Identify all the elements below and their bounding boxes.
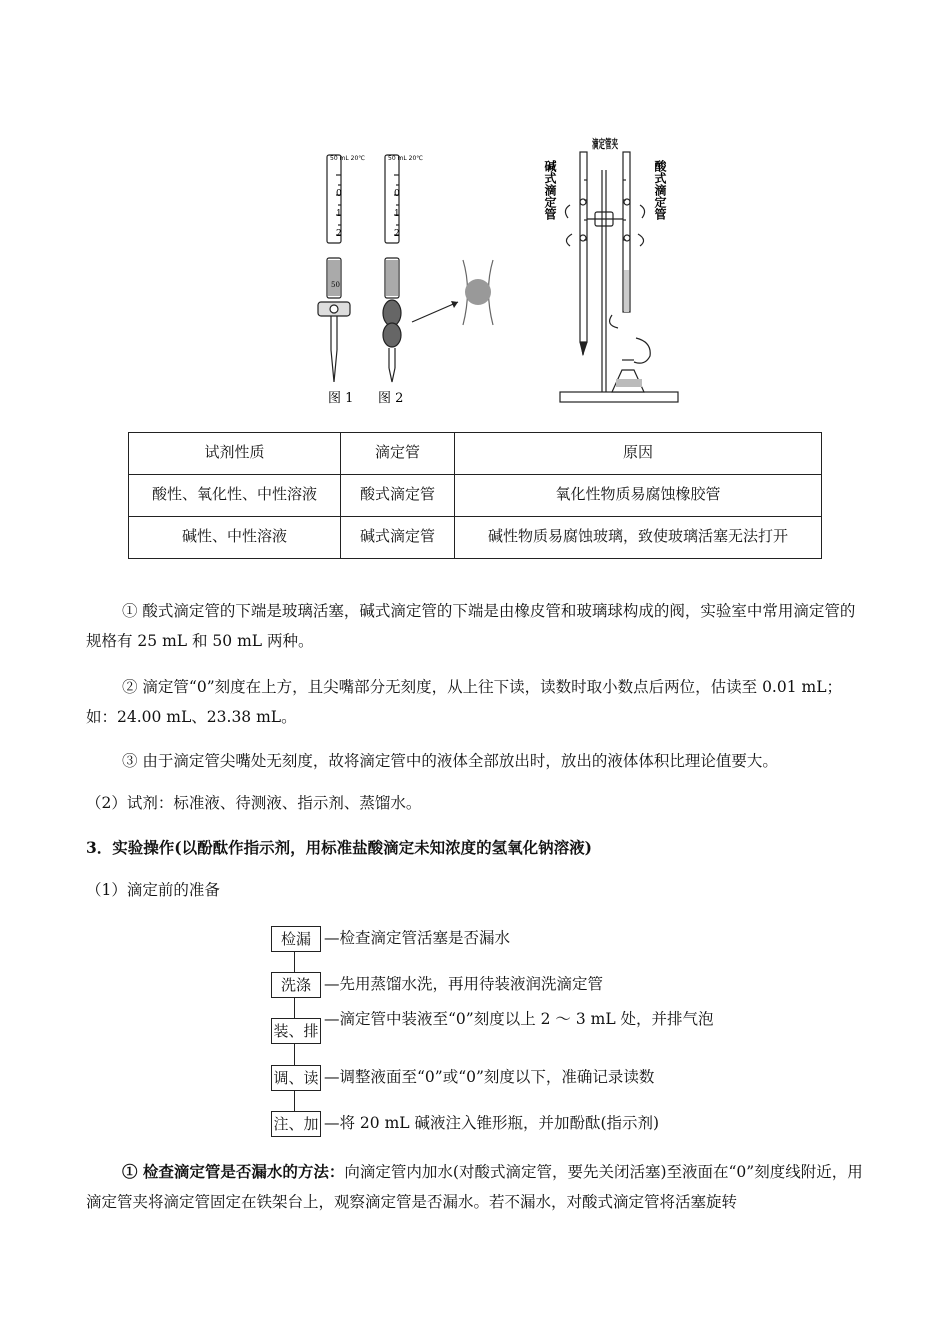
fig1-tick-2: 2 xyxy=(336,229,342,239)
fig2-tick-0: 0 xyxy=(394,189,400,199)
paragraph-preparation: （1）滴定前的准备 xyxy=(86,881,220,899)
paragraph-zero-mark: ② 滴定管“0”刻度在上方，且尖嘴部分无刻度，从上往下读，读数时取小数点后两位，估读至 0.01 mL；如：24.00 mL、23.38 mL。 xyxy=(86,678,842,726)
section-heading-3: 3．实验操作(以酚酞作指示剂，用标准盐酸滴定未知浓度的氢氧化钠溶液) xyxy=(86,838,592,857)
fig1-lower-tick: 50 xyxy=(331,281,340,289)
flow-step-label: 装、排 xyxy=(271,1018,321,1044)
reagent-table xyxy=(128,432,822,559)
table-header-cell: 试剂性质 xyxy=(129,433,341,475)
table-cell: 碱式滴定管 xyxy=(341,517,455,559)
fig2-tick-1: 1 xyxy=(394,209,400,219)
leak-check-heading: ① 检查滴定管是否漏水的方法： xyxy=(122,1162,345,1181)
flow-step-label: 注、加 xyxy=(271,1111,321,1137)
fig1-burette xyxy=(318,155,350,382)
table-header-cell: 原因 xyxy=(455,433,822,475)
fig2-caption: 图 2 xyxy=(378,391,404,406)
paragraph-burette-structure: ① 酸式滴定管的下端是玻璃活塞，碱式滴定管的下端是由橡皮管和玻璃球构成的阀，实验室中常用滴定管的规格有 25 mL 和 50 mL 两种。 xyxy=(86,602,856,650)
stand-clamp-label: 滴定管夹 xyxy=(592,137,641,151)
flow-step-text: —调整液面至“0”或“0”刻度以下，准确记录读数 xyxy=(324,1068,655,1086)
table-row xyxy=(129,517,822,559)
table-cell: 碱性、中性溶液 xyxy=(129,517,341,559)
glass-ball-detail xyxy=(463,260,493,325)
pointer-arrow xyxy=(412,302,458,322)
table-cell: 酸式滴定管 xyxy=(341,475,455,517)
flow-step-text: —检查滴定管活塞是否漏水 xyxy=(324,929,511,947)
flow-step-text: —将 20 mL 碱液注入锥形瓶，并加酚酞(指示剂) xyxy=(324,1114,660,1132)
fig1-tick-1: 1 xyxy=(336,209,342,219)
fig2-top-label: 50 mL 20℃ xyxy=(388,155,424,162)
paragraph-reagents: （2）试剂：标准液、待测液、指示剂、蒸馏水。 xyxy=(86,794,422,812)
leak-check-body: 向滴定管内加水(对酸式滴定管，要先关闭活塞)至液面在“0”刻度线附近，用滴定管夹将滴定管固定在铁架台上，观察滴定管是否漏水。若不漏水，对酸式滴定管将活塞旋转 xyxy=(86,1163,863,1211)
stand-left-label: 碱式滴定管 xyxy=(543,160,557,220)
flow-step-text: —滴定管中装液至“0”刻度以上 2 ～ 3 mL 处，并排气泡 xyxy=(324,1010,714,1028)
fig1-top-label: 50 mL 20℃ xyxy=(330,155,366,162)
table-cell: 氧化性物质易腐蚀橡胶管 xyxy=(455,475,822,517)
fig1-caption: 图 1 xyxy=(328,391,354,406)
table-header-row xyxy=(129,433,822,475)
table-cell: 碱性物质易腐蚀玻璃，致使玻璃活塞无法打开 xyxy=(455,517,822,559)
paragraph-leak-check xyxy=(86,1157,866,1217)
table-header-cell: 滴定管 xyxy=(341,433,455,475)
fig2-tick-2: 2 xyxy=(394,229,400,239)
table-cell: 酸性、氧化性、中性溶液 xyxy=(129,475,341,517)
flow-step-text: —先用蒸馏水洗，再用待装液润洗滴定管 xyxy=(324,975,604,993)
flow-step-label: 洗涤 xyxy=(271,972,321,998)
burette-figure xyxy=(300,130,700,415)
stand-right-label: 酸式滴定管 xyxy=(653,160,667,220)
table-row xyxy=(129,475,822,517)
flow-step-label: 检漏 xyxy=(271,926,321,952)
flow-step-label: 调、读 xyxy=(271,1065,321,1091)
fig1-tick-0: 0 xyxy=(336,189,342,199)
paragraph-tip-no-scale: ③ 由于滴定管尖嘴处无刻度，故将滴定管中的液体全部放出时，放出的液体体积比理论值要大。 xyxy=(122,752,778,770)
